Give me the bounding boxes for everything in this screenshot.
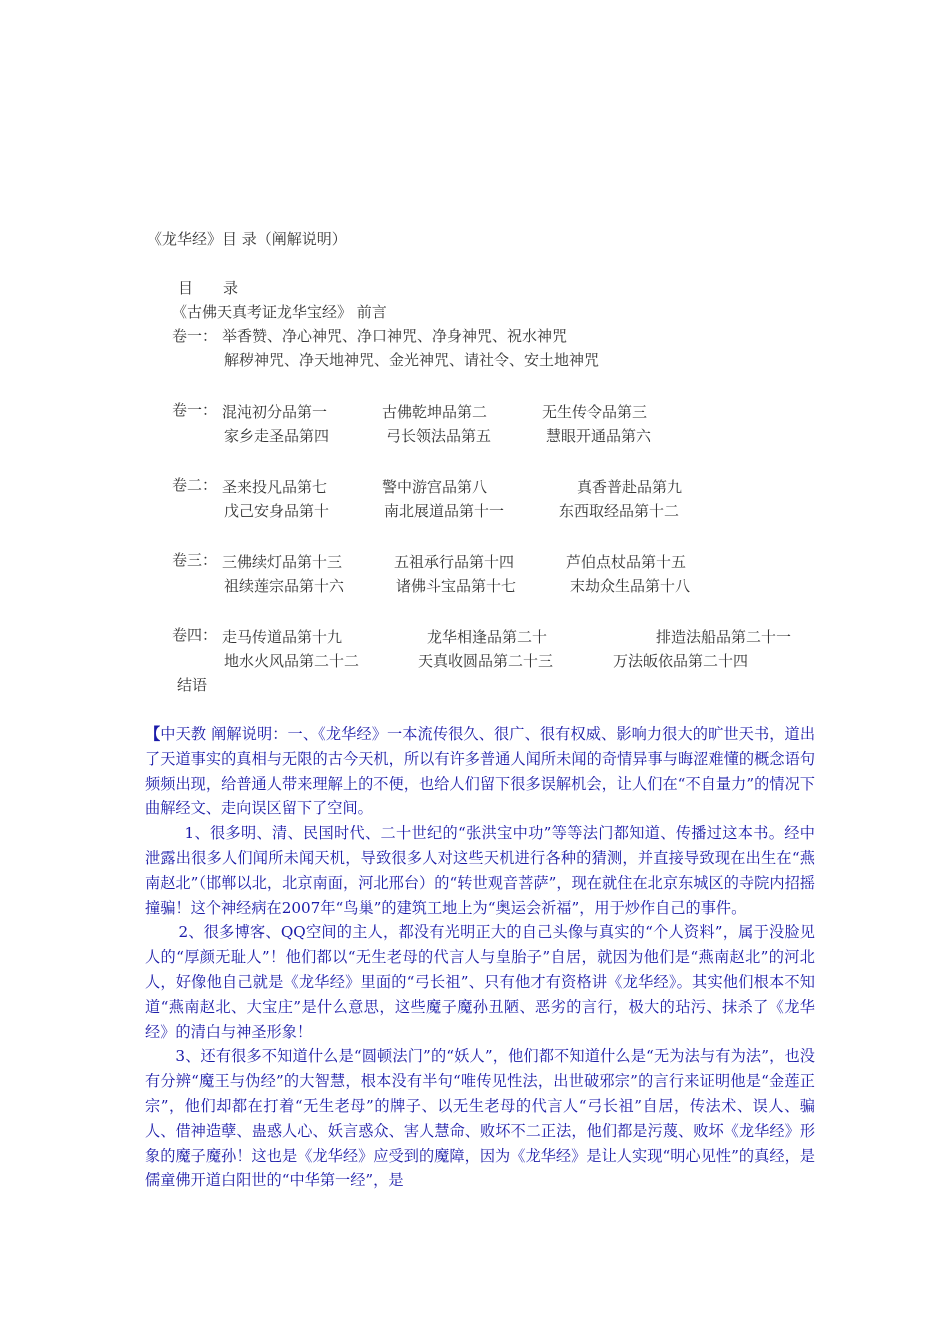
toc-chapter: 末劫众生品第十八: [570, 577, 691, 595]
open-bracket: 【: [145, 725, 161, 743]
commentary-intro: 中天教 阐解说明：一、《龙华经》一本流传很久、很广、很有权威、影响力很大的旷世天书，道出了天道事实的真相与无限的古今天机，所以有许多普通人闻所未闻的奇情异事与晦涩难懂的概念语句频频出现，给普通人带来理解上的不便，也给人们留下很多误解机会，让人们在“不自量力”的情况下曲解经文、走向误区留下了空间。: [145, 725, 816, 818]
toc-chapter: 戊己安身品第十: [224, 502, 330, 520]
toc-chapter: 地水火风品第二十二: [224, 652, 360, 670]
toc-chapter: 诸佛斗宝品第十七: [396, 577, 517, 595]
toc-conclusion: 结语: [177, 676, 208, 694]
toc-intro-line2: 解秽神咒、净天地神咒、金光神咒、请社令、安土地神咒: [224, 351, 600, 369]
toc-chapter: 慧眼开通品第六: [546, 427, 652, 445]
toc-volume-label: 卷三：: [172, 551, 218, 569]
toc-chapter: 家乡走圣品第四: [224, 427, 330, 445]
toc-chapter: 弓长领法品第五: [386, 427, 492, 445]
toc-chapter: 天真收圆品第二十三: [418, 652, 554, 670]
toc-chapter: 东西取经品第十二: [559, 502, 680, 520]
document-title: 《龙华经》目 录（阐解说明）: [147, 230, 347, 248]
toc-chapter: 南北展道品第十一: [384, 502, 505, 520]
toc-preface: 《古佛天真考证龙华宝经》 前言: [172, 303, 387, 321]
toc-chapter: 祖续莲宗品第十六: [224, 577, 345, 595]
toc-chapter: 三佛续灯品第十三: [222, 553, 343, 571]
toc-intro-line1: 举香赞、净心神咒、净口神咒、净身神咒、祝水神咒: [222, 327, 568, 345]
commentary-paragraph: [145, 722, 815, 821]
commentary-paragraph: 1、很多明、清、民国时代、二十世纪的“张洪宝中功”等等法门都知道、传播过这本书。经中泄露出很多人们闻所未闻天机，导致很多人对这些天机进行各种的猜测，并直接导致现在出生在“燕南赵北”（邯郸以北，北京南面，河北邢台）的“转世观音菩萨”，现在就住在北京东城区的寺院内招摇撞骗！这个神经病在2007年“鸟巢”的建筑工地上为“奥运会祈福”，用于炒作自己的事件。: [145, 824, 815, 917]
toc-chapter: 无生传令品第三: [542, 403, 648, 421]
toc-chapter: 芦伯点杖品第十五: [566, 553, 687, 571]
commentary-paragraph: 3、还有很多不知道什么是“圆顿法门”的“妖人”，他们都不知道什么是“无为法与有为法”，也没有分辨“魔王与伪经”的大智慧，根本没有半句“唯传见性法，出世破邪宗”的言行来证明他是“金莲正宗”，他们却都在打着“无生老母”的牌子、以无生老母的代言人“弓长祖”自居，传法术、误人、骗人、借神造孽、蛊惑人心、妖言惑众、害人慧命、败坏不二正法，他们都是污蔑、败坏《龙华经》形象的魔子魔孙！这也是《龙华经》应受到的魔障，因为《龙华经》是让人实现“明心见性”的真经，是儒童佛开道白阳世的“中华第一经”，是: [145, 1047, 815, 1190]
toc-chapter: 混沌初分品第一: [222, 403, 328, 421]
toc-chapter: 真香普赴品第九: [577, 478, 683, 496]
toc-chapter: 排造法船品第二十一: [656, 628, 792, 646]
toc-chapter: 警中游宫品第八: [382, 478, 488, 496]
toc-volume-label: 卷二：: [172, 476, 218, 494]
toc-intro-label: 卷一：: [172, 327, 218, 345]
toc-chapter: 古佛乾坤品第二: [382, 403, 488, 421]
toc-volume-label: 卷一：: [172, 401, 218, 419]
toc-chapter: 走马传道品第十九: [222, 628, 343, 646]
toc-chapter: 五祖承行品第十四: [394, 553, 515, 571]
toc-chapter: 万法皈依品第二十四: [613, 652, 749, 670]
toc-chapter: 龙华相逢品第二十: [427, 628, 548, 646]
commentary-section: [145, 722, 815, 1193]
toc-chapter: 圣来投凡品第七: [222, 478, 328, 496]
commentary-paragraph: 2、很多博客、QQ空间的主人，都没有光明正大的自己头像与真实的“个人资料”，属于没脸见人的“厚颜无耻人”！他们都以“无生老母的代言人与皇胎子”自居，就因为他们是“燕南赵北”的河北人，好像他自己就是《龙华经》里面的“弓长祖”、只有他才有资格讲《龙华经》。其实他们根本不知道“燕南赵北、大宝庄”是什么意思，这些魔子魔孙丑陋、恶劣的言行，极大的玷污、抹杀了《龙华经》的清白与神圣形象！: [145, 923, 815, 1041]
toc-volume-label: 卷四：: [172, 626, 218, 644]
toc-heading: 目 录: [178, 279, 239, 297]
